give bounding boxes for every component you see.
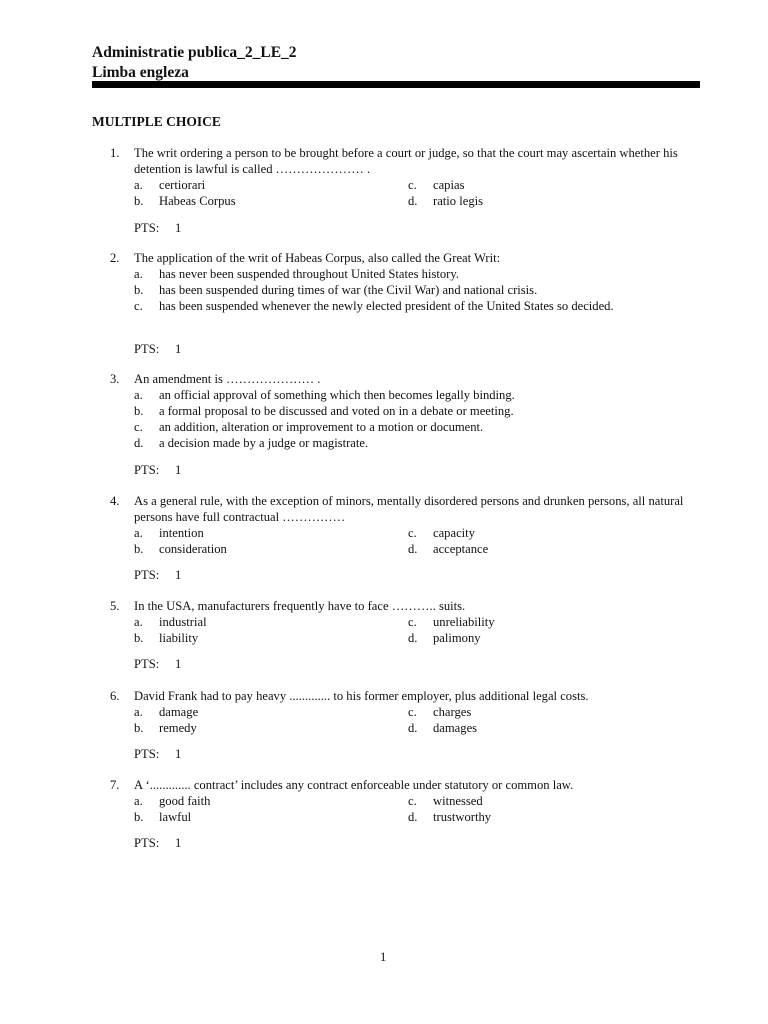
points: PTS: 1 xyxy=(134,221,182,235)
points: PTS: 1 xyxy=(134,657,182,671)
header-divider xyxy=(92,81,700,88)
points: PTS: 1 xyxy=(134,342,182,356)
question-number: 3. xyxy=(110,372,120,386)
question-number: 6. xyxy=(110,689,120,703)
question-text: In the USA, manufacturers frequently have to face ……….. suits. xyxy=(134,599,466,613)
question-number: 4. xyxy=(110,494,120,508)
document-header-subtitle: Limba engleza xyxy=(92,64,189,81)
section-title: MULTIPLE CHOICE xyxy=(92,114,221,129)
question-text: As a general rule, with the exception of minors, mentally disordered persons and drunken persons, all natural persons have full contractual …………… xyxy=(134,494,684,524)
points: PTS: 1 xyxy=(134,568,182,582)
points: PTS: 1 xyxy=(134,463,182,477)
page-number: 1 xyxy=(380,950,387,964)
question-text: The application of the writ of Habeas Corpus, also called the Great Writ: xyxy=(134,251,501,265)
question-number: 2. xyxy=(110,251,120,265)
question-text: The writ ordering a person to be brought before a court or judge, so that the court may ascertain whether his detention is lawful is called ………………… . xyxy=(134,146,678,176)
points: PTS: 1 xyxy=(134,836,182,850)
question-number: 5. xyxy=(110,599,120,613)
question-text: An amendment is ………………… . xyxy=(134,372,321,386)
question-number: 7. xyxy=(110,778,120,792)
question-text: A ‘............. contract’ includes any contract enforceable under statutory or common law. xyxy=(134,778,574,792)
question-text: David Frank had to pay heavy ............. to his former employer, plus additional legal costs. xyxy=(134,689,589,703)
question-number: 1. xyxy=(110,146,120,160)
points: PTS: 1 xyxy=(134,747,182,761)
document-header-title: Administratie publica_2_LE_2 xyxy=(92,44,297,61)
